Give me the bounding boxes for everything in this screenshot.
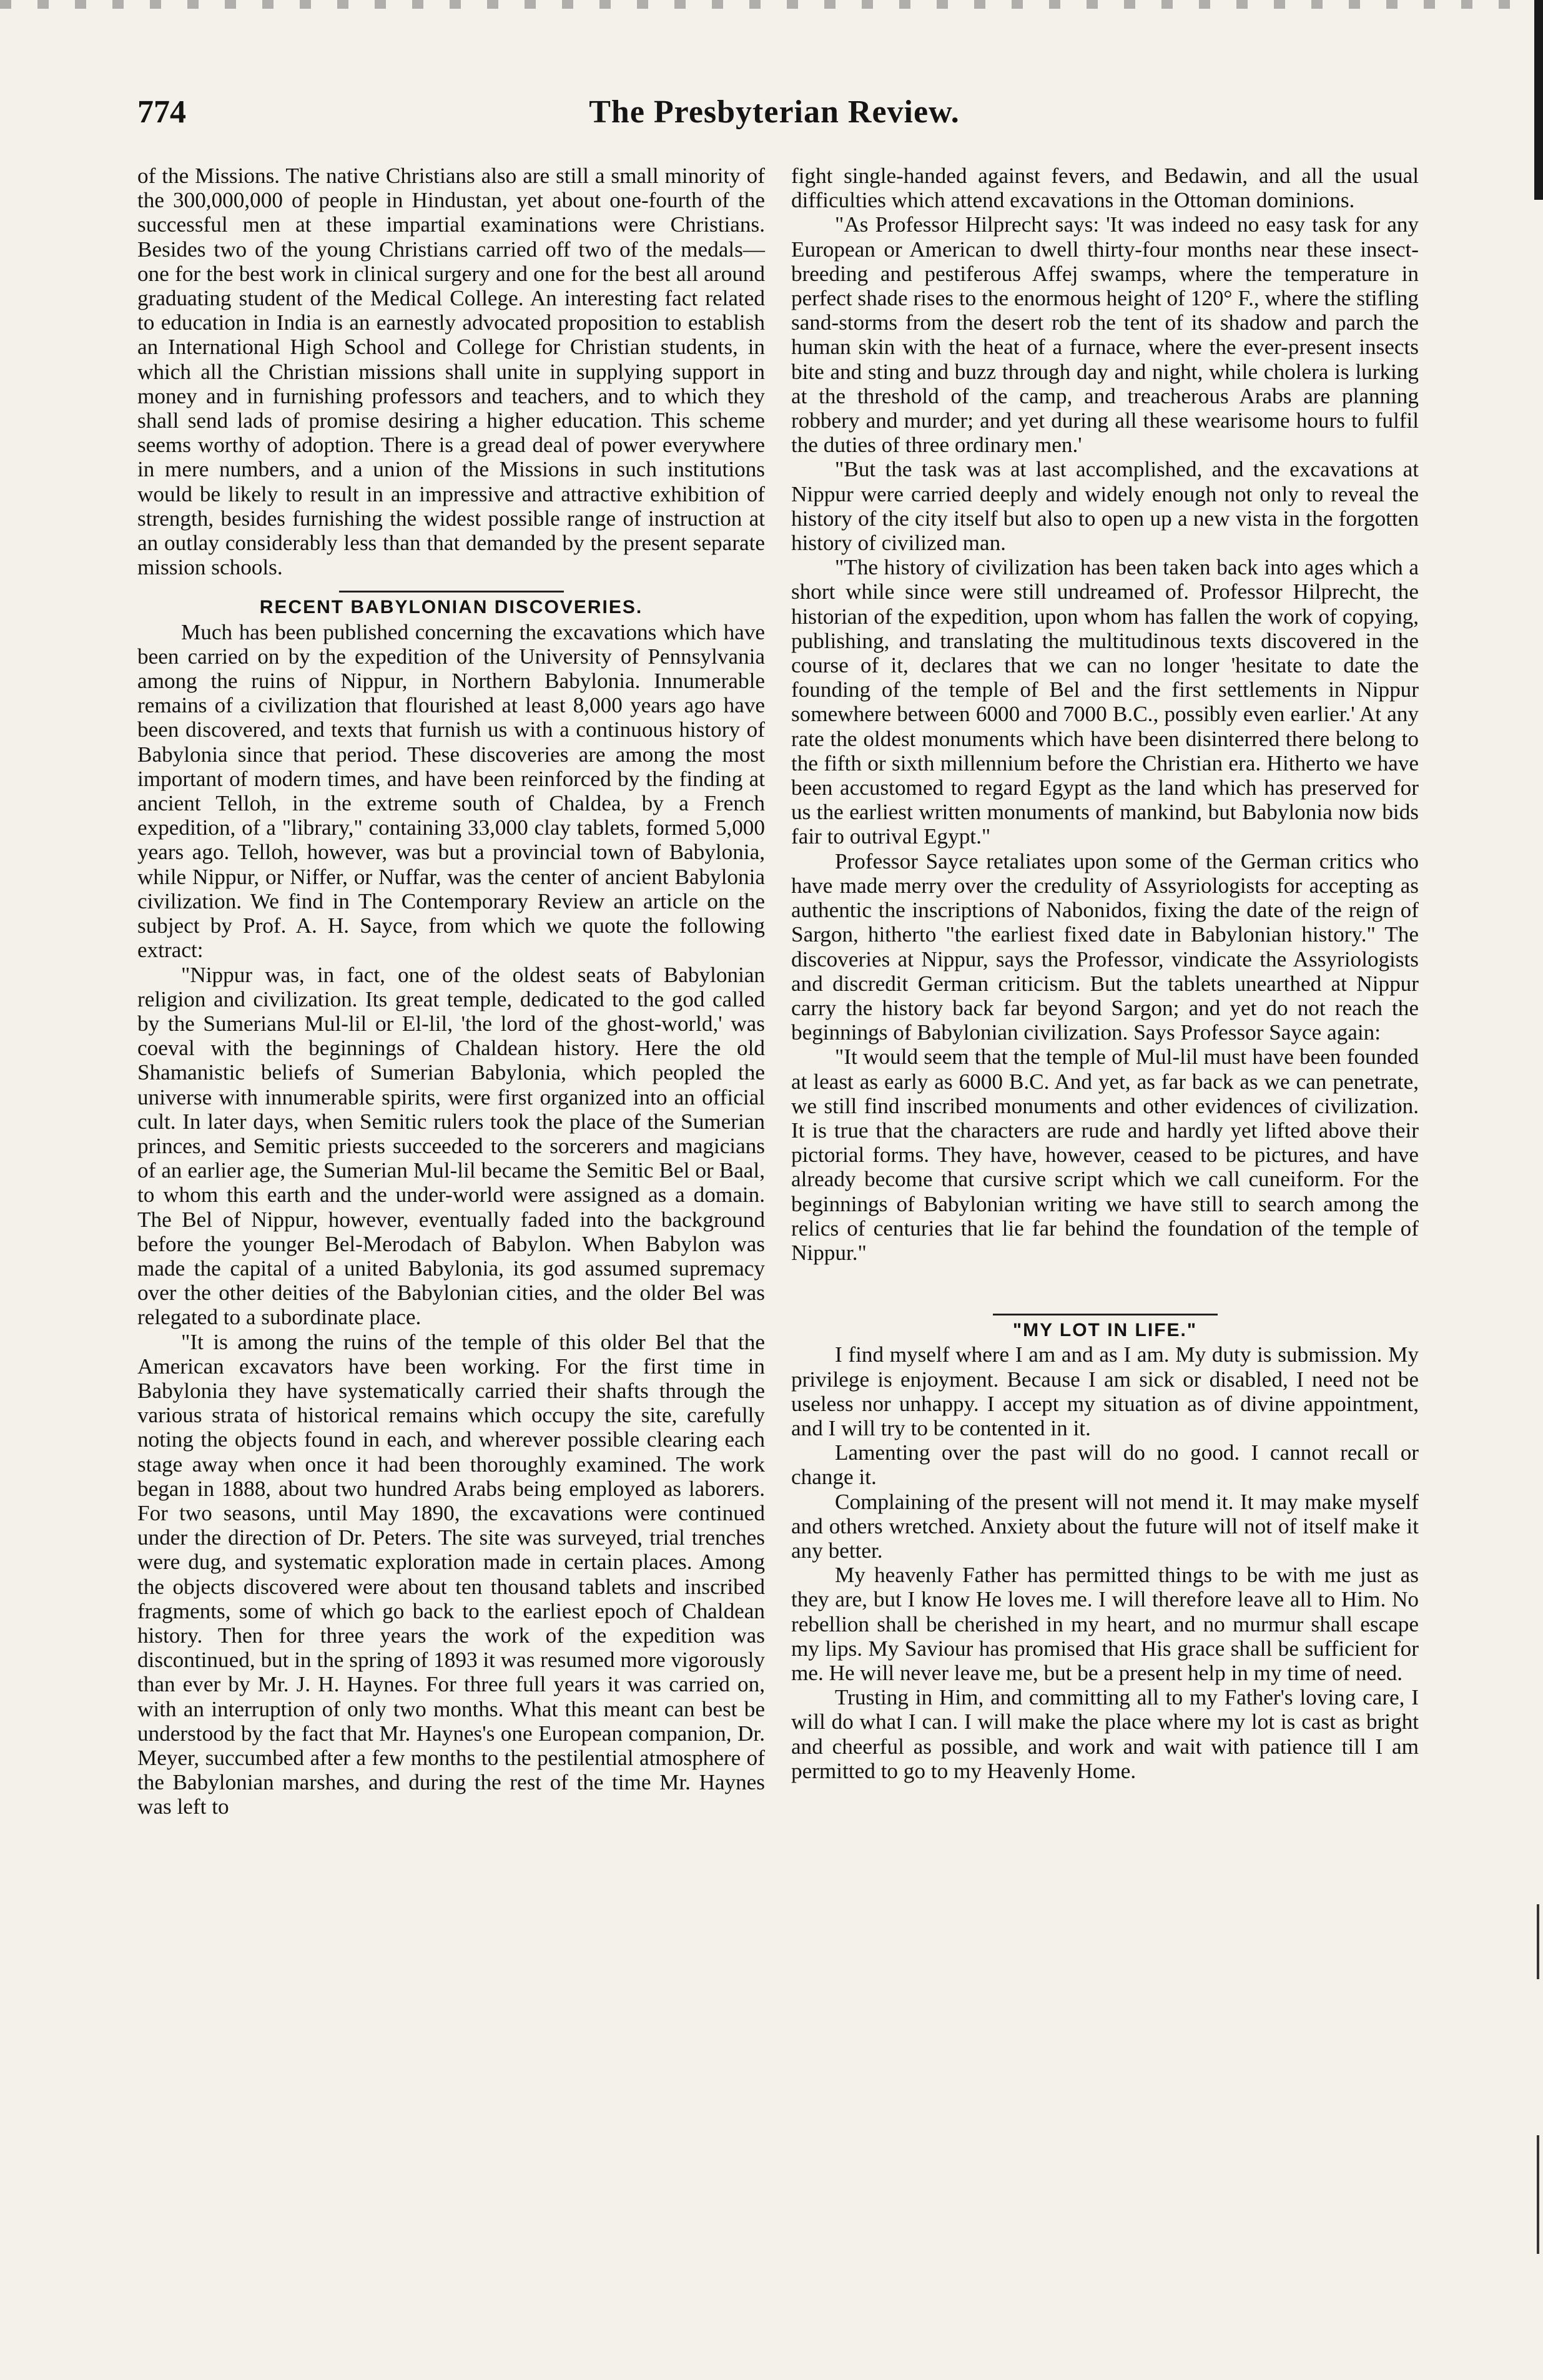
paragraph: Professor Sayce retaliates upon some of the German critics who have made merry over the credulity of Assyriologists for accepting as authentic the inscriptions of Nabonidos, fixing the date of the reign of Sargon, hitherto "the earliest fixed date in Babylonian history." The discoveries at Nippur, says the Professor, vindicate the Assyriologists and discredit German criticism. But the tablets unearthed at Nippur carry the history back far beyond Sargon; and yet do not reach the beginnings of Babylonian civilization. Says Professor Sayce again: (791, 848, 1419, 1045)
page-number: 774 (137, 94, 186, 130)
right-column (791, 164, 1419, 1783)
spacer (791, 1265, 1419, 1302)
section-heading: RECENT BABYLONIAN DISCOVERIES. (259, 597, 643, 618)
scan-edge-top (0, 0, 1543, 9)
paragraph: Trusting in Him, and committing all to my Father's loving care, I will do what I can. I will make the place where my lot is cast as bright and cheerful as possible, and work and wait with patience till I am permitted to go to my Heavenly Home. (791, 1685, 1419, 1783)
heading-rule (993, 1314, 1218, 1315)
paragraph: "But the task was at last accomplished, and the excavations at Nippur were carried deeply and widely enough not only to reveal the history of the city itself but also to open up a new vista in the forgotten history of civilized man. (791, 457, 1419, 556)
paragraph: fight single-handed against fevers, and Bedawin, and all the usual difficulties which attend excavations in the Ottoman dominions. (791, 164, 1419, 213)
paragraph: "The history of civilization has been taken back into ages which a short while since were still undreamed of. Professor Hilprecht, the historian of the expedition, upon whom has fallen the work of copying, publishing, and translating the multitudinous texts discovered in the course of it, declares that we can no longer 'hesitate to date the founding of the temple of Bel and the first settlements in Nippur somewhere between 6000 and 7000 B.C., possibly even earlier.' At any rate the oldest monuments which have been disinterred there belong to the fifth or sixth millennium before the Christian era. Hitherto we have been accustomed to regard Egypt as the land which has preserved for us the earliest written monuments of mankind, but Babylonia now bids fair to outrival Egypt." (791, 555, 1419, 849)
page-header (137, 94, 1411, 150)
left-column (137, 164, 765, 1819)
paragraph: Lamenting over the past will do no good. I cannot recall or change it. (791, 1440, 1419, 1490)
running-title: The Presbyterian Review. (589, 94, 960, 130)
scan-mark (1537, 1904, 1539, 1979)
section-heading: "MY LOT IN LIFE." (1012, 1320, 1198, 1341)
paragraph: "Nippur was, in fact, one of the oldest seats of Babylonian religion and civilization. Its great temple, dedicated to the god called by the Sumerians Mul-lil or El-lil, 'the lord of the ghost-world,' was coeval with the beginnings of Chaldean history. Here the old Shamanistic beliefs of Sumerian Babylonia, which peopled the universe with innumerable spirits, were first organized into an official cult. In later days, when Semitic rulers took the place of the Sumerian princes, and Semitic priests succeeded to the sorcerers and magicians of an earlier age, the Sumerian Mul-lil became the Semitic Bel or Baal, to whom this earth and the under-world were assigned as a domain. The Bel of Nippur, however, eventually faded into the background before the younger Bel-Merodach of Babylon. When Babylon was made the capital of a united Babylonia, its god assumed supremacy over the other deities of the Babylonian cities, and the older Bel was relegated to a subordinate place. (137, 962, 765, 1330)
paragraph: I find myself where I am and as I am. My duty is submission. My privilege is enjoyment. Because I am sick or disabled, I need not be useless nor unhappy. I accept my situation as of divine appointment, and I will try to be contented in it. (791, 1342, 1419, 1440)
paragraph: My heavenly Father has permitted things to be with me just as they are, but I know He loves me. I will therefore leave all to Him. No rebellion shall be cherished in my heart, and no murmur shall escape my lips. My Saviour has promised that His grace shall be sufficient for me. He will never leave me, but be a present help in my time of need. (791, 1563, 1419, 1685)
paragraph: "As Professor Hilprecht says: 'It was indeed no easy task for any European or American to dwell thirty-four months near these insect-breeding and pestiferous Affej swamps, where the temperature in perfect shade rises to the enormous height of 120° F., where the stifling sand-storms from the desert rob the tent of its shadow and parch the human skin with the heat of a furnace, where the ever-present insects bite and sting and buzz through day and night, while cholera is lurking at the threshold of the camp, and treacherous Arabs are planning robbery and murder; and yet during all these wearisome hours to fulfil the duties of three ordinary men.' (791, 212, 1419, 458)
scan-mark (1537, 2135, 1539, 2254)
paragraph: "It would seem that the temple of Mul-lil must have been founded at least as early as 6000 B.C. And yet, as far back as we can penetrate, we still find inscribed monuments and other evidences of civilization. It is true that the characters are rude and hardly yet lifted above their pictorial forms. They have, however, ceased to be pictures, and have already become that cursive script which we call cuneiform. For the beginnings of Babylonian writing we have still to search among the relics of centuries that lie far behind the foundation of the temple of Nippur." (791, 1045, 1419, 1265)
paragraph: of the Missions. The native Christians also are still a small minority of the 300,000,000 of people in Hindustan, yet about one-fourth of the successful men at these impartial examinations were Christians. Besides two of the young Christians carried off two of the medals— one for the best work in clinical surgery and one for the best all around graduating student of the Medical College. An interesting fact related to education in India is an earnestly advocated proposition to establish an International High School and College for Christian students, in which all the Christian missions shall unite in supplying support in money and in furnishing professors and teachers, and to which they shall send lads of promise desiring a higher education. This scheme seems worthy of adoption. There is a gread deal of power everywhere in mere numbers, and a union of the Missions in such institutions would be likely to result in an impressive and attractive exhibition of strength, besides furnishing the widest possible range of instruction at an outlay considerably less than that demanded by the present separate mission schools. (137, 164, 765, 580)
paragraph: Complaining of the present will not mend it. It may make myself and others wretched. Anxiety about the future will not of itself make it any better. (791, 1489, 1419, 1563)
paragraph: "It is among the ruins of the temple of this older Bel that the American excavators have been working. For the first time in Babylonia they have systematically carried their shafts through the various strata of historical remains which occupy the site, carefully noting the objects found in each, and wherever possible clearing each stage away when once it had been thoroughly examined. The work began in 1888, about two hundred Arabs being employed as laborers. For two seasons, until May 1890, the excavations were continued under the direction of Dr. Peters. The site was surveyed, trial trenches were dug, and systematic exploration made in certain places. Among the objects discovered were about ten thousand tablets and inscribed fragments, some of which go back to the earliest epoch of Chaldean history. Then for three years the work of the expedition was discontinued, but in the spring of 1893 it was resumed more vigorously than ever by Mr. J. H. Haynes. For three full years it was carried on, with an interruption of only two months. What this meant can best be understood by the fact that Mr. Haynes's one European companion, Dr. Meyer, succumbed after a few months to the pestilential atmosphere of the Babylonian marshes, and during the rest of the time Mr. Haynes was left to (137, 1329, 765, 1819)
paragraph: Much has been published concerning the excavations which have been carried on by the expedition of the University of Pennsylvania among the ruins of Nippur, in Northern Babylonia. Innumerable remains of a civilization that flourished at least 8,000 years ago have been discovered, and texts that furnish us with a continuous history of Babylonia since that period. These discoveries are among the most important of modern times, and have been reinforced by the finding at ancient Telloh, in the extreme south of Chaldea, by a French expedition, of a "library," containing 33,000 clay tablets, formed 5,000 years ago. Telloh, however, was but a provincial town of Babylonia, while Nippur, or Niffer, or Nuffar, was the center of ancient Babylonia civilization. We find in The Contemporary Review an article on the subject by Prof. A. H. Sayce, from which we quote the following extract: (137, 619, 765, 963)
scan-edge-right (1534, 0, 1543, 200)
heading-rule (339, 591, 564, 593)
